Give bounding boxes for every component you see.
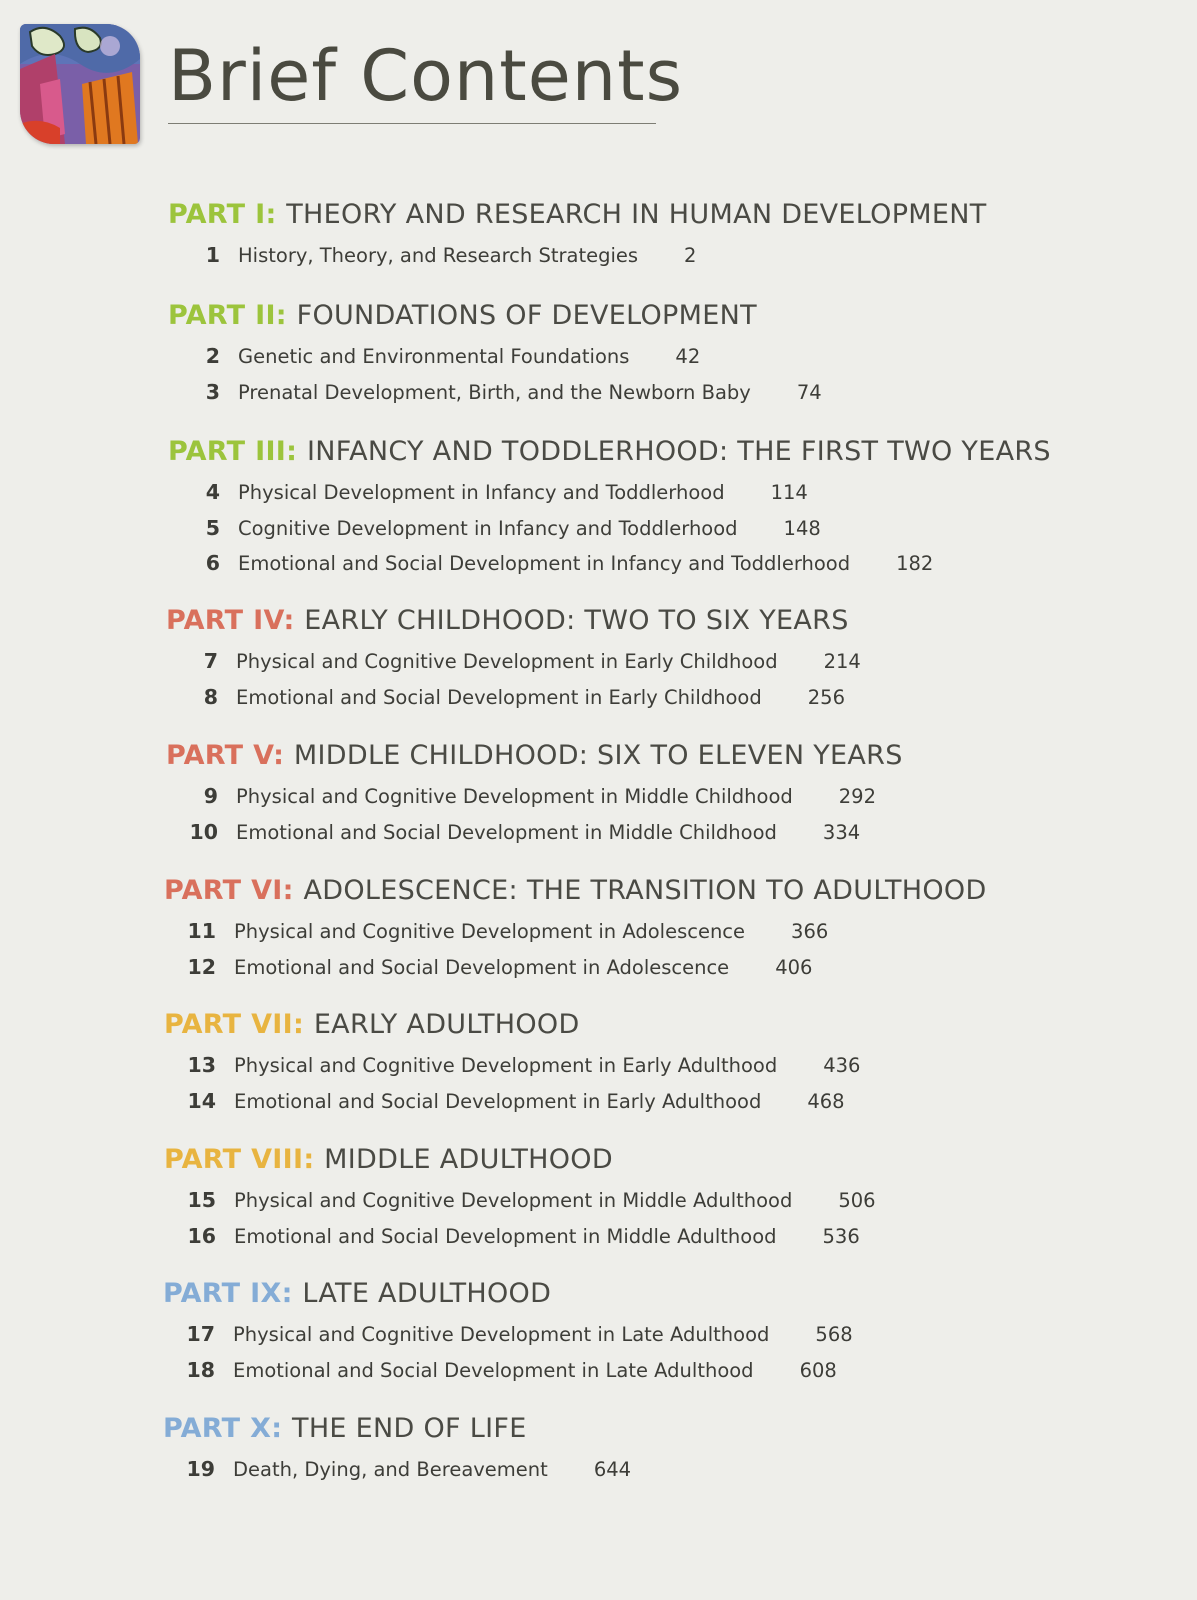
- chapter-page-number: 644: [593, 1458, 632, 1481]
- part-section: [166, 739, 903, 850]
- part-section: [163, 1412, 631, 1488]
- part-label-colon: :: [282, 875, 304, 906]
- chapter-list: [163, 1452, 631, 1488]
- chapter-entry[interactable]: [166, 680, 861, 716]
- part-title: EARLY CHILDHOOD: TWO TO SIX YEARS: [304, 605, 849, 636]
- chapter-page-number: 2: [684, 244, 697, 267]
- part-label: PART III: [168, 436, 287, 467]
- chapter-page-number: 256: [807, 685, 845, 709]
- chapter-list: [164, 1048, 860, 1119]
- chapter-number: 8: [203, 684, 218, 709]
- part-label-colon: :: [275, 300, 297, 331]
- chapter-number: 4: [205, 480, 220, 504]
- part-heading: [164, 1008, 860, 1042]
- chapter-number: 19: [186, 1457, 215, 1481]
- part-title: INFANCY AND TODDLERHOOD: THE FIRST TWO YEARS: [306, 436, 1051, 467]
- chapter-list: [163, 1317, 853, 1388]
- chapter-number: 15: [187, 1188, 216, 1212]
- part-label-colon: :: [271, 1413, 293, 1444]
- part-label: PART V: [166, 740, 274, 771]
- chapter-list: [168, 475, 1051, 582]
- chapter-number: 13: [187, 1053, 216, 1077]
- book-cover-logo: [20, 24, 140, 144]
- chapter-entry[interactable]: [164, 914, 987, 950]
- part-heading: [163, 1277, 853, 1311]
- chapter-page-number: 74: [796, 380, 822, 404]
- chapter-page-number: 406: [775, 955, 813, 979]
- chapter-page-number: 334: [822, 820, 861, 844]
- chapter-entry[interactable]: [166, 779, 903, 815]
- chapter-entry[interactable]: [168, 546, 1051, 582]
- chapter-list: [168, 339, 822, 410]
- part-label-colon: :: [273, 740, 294, 771]
- part-title: MIDDLE CHILDHOOD: SIX TO ELEVEN YEARS: [293, 740, 903, 771]
- part-title: EARLY ADULTHOOD: [313, 1009, 580, 1040]
- chapter-entry[interactable]: [164, 1084, 860, 1120]
- chapter-page-number: 608: [799, 1358, 837, 1382]
- chapter-title: Emotional and Social Development in Middle Adulthood: [234, 1224, 777, 1248]
- chapter-number: 16: [187, 1223, 216, 1248]
- chapter-list: [164, 914, 987, 985]
- part-section: [168, 198, 987, 274]
- chapter-title: Physical and Cognitive Development in Middle Adulthood: [234, 1189, 793, 1212]
- part-title: LATE ADULTHOOD: [302, 1278, 552, 1309]
- chapter-number: 3: [205, 379, 220, 404]
- chapter-title: Genetic and Environmental Foundations: [238, 345, 630, 368]
- part-label: PART IX: [163, 1278, 282, 1309]
- chapter-number: 11: [187, 919, 216, 943]
- part-heading: [166, 604, 861, 638]
- chapter-number: 12: [187, 954, 216, 979]
- part-label: PART I: [168, 199, 266, 230]
- chapter-title: Death, Dying, and Bereavement: [233, 1458, 548, 1481]
- title-underline: [168, 123, 656, 124]
- chapter-title: History, Theory, and Research Strategies: [238, 244, 639, 267]
- part-heading: [168, 299, 822, 333]
- part-section: [164, 1143, 876, 1254]
- chapter-list: [166, 644, 861, 715]
- chapter-list: [166, 779, 903, 850]
- part-heading: [164, 874, 987, 908]
- chapter-title: Emotional and Social Development in Infancy and Toddlerhood: [238, 552, 851, 575]
- chapter-page-number: 366: [791, 920, 829, 943]
- part-title: THEORY AND RESEARCH IN HUMAN DEVELOPMENT: [286, 199, 987, 230]
- part-heading: [164, 1143, 876, 1177]
- chapter-page-number: 506: [838, 1189, 876, 1212]
- part-heading: [168, 435, 1051, 469]
- chapter-entry[interactable]: [166, 815, 903, 851]
- part-label: PART IV: [166, 605, 284, 636]
- chapter-page-number: 148: [783, 516, 821, 540]
- chapter-entry[interactable]: [163, 1452, 631, 1488]
- chapter-title: Physical and Cognitive Development in Adolescence: [234, 920, 746, 943]
- part-heading: [168, 198, 987, 232]
- chapter-page-number: 214: [823, 650, 861, 673]
- part-label-colon: :: [281, 1278, 303, 1309]
- chapter-page-number: 114: [770, 481, 808, 504]
- part-label: PART VII: [164, 1009, 293, 1040]
- part-title: THE END OF LIFE: [292, 1413, 527, 1444]
- chapter-title: Physical and Cognitive Development in Middle Childhood: [236, 785, 793, 808]
- chapter-title: Cognitive Development in Infancy and Toddlerhood: [238, 516, 738, 540]
- part-label-colon: :: [303, 1144, 325, 1175]
- part-section: [163, 1277, 853, 1388]
- chapter-title: Emotional and Social Development in Adolescence: [234, 955, 730, 979]
- chapter-entry[interactable]: [166, 644, 861, 680]
- chapter-title: Physical and Cognitive Development in Early Adulthood: [234, 1054, 778, 1077]
- part-section: [168, 299, 822, 410]
- chapter-entry[interactable]: [164, 950, 987, 986]
- part-section: [164, 874, 987, 985]
- chapter-number: 5: [205, 515, 220, 540]
- chapter-number: 9: [203, 784, 218, 808]
- chapter-list: [164, 1183, 876, 1254]
- chapter-page-number: 468: [807, 1089, 845, 1113]
- chapter-title: Emotional and Social Development in Early Childhood: [236, 685, 762, 709]
- chapter-title: Emotional and Social Development in Early Adulthood: [234, 1089, 762, 1113]
- chapter-entry[interactable]: [168, 511, 1051, 547]
- part-label: PART VI: [164, 875, 283, 906]
- chapter-page-number: 42: [675, 345, 701, 368]
- chapter-entry[interactable]: [164, 1048, 860, 1084]
- part-heading: [163, 1412, 631, 1446]
- chapter-page-number: 292: [838, 785, 876, 808]
- chapter-entry[interactable]: [168, 375, 822, 411]
- chapter-number: 2: [205, 344, 220, 368]
- part-section: [164, 1008, 860, 1119]
- chapter-title: Emotional and Social Development in Late Adulthood: [233, 1358, 754, 1382]
- part-title: FOUNDATIONS OF DEVELOPMENT: [296, 300, 757, 331]
- part-label: PART VIII: [164, 1144, 304, 1175]
- chapter-title: Physical and Cognitive Development in Early Childhood: [236, 650, 778, 673]
- chapter-entry[interactable]: [163, 1317, 853, 1353]
- part-label-colon: :: [283, 605, 305, 636]
- chapter-title: Prenatal Development, Birth, and the Newborn Baby: [238, 380, 751, 404]
- chapter-number: 10: [189, 819, 218, 844]
- chapter-title: Emotional and Social Development in Middle Childhood: [236, 820, 777, 844]
- part-title: ADOLESCENCE: THE TRANSITION TO ADULTHOOD: [303, 875, 987, 906]
- page-title: Brief Contents: [168, 35, 684, 117]
- chapter-number: 1: [205, 243, 220, 267]
- chapter-page-number: 536: [822, 1224, 860, 1248]
- part-label-colon: :: [286, 436, 307, 467]
- part-heading: [166, 739, 903, 773]
- chapter-entry[interactable]: [168, 238, 987, 274]
- abstract-art-icon: [20, 24, 140, 144]
- chapter-number: 7: [203, 649, 218, 673]
- chapter-entry[interactable]: [163, 1353, 853, 1389]
- chapter-page-number: 436: [823, 1054, 861, 1077]
- chapter-number: 17: [186, 1322, 215, 1346]
- chapter-title: Physical and Cognitive Development in Late Adulthood: [233, 1323, 770, 1346]
- chapter-page-number: 568: [815, 1323, 853, 1346]
- part-section: [166, 604, 861, 715]
- part-label-colon: :: [265, 199, 287, 230]
- chapter-entry[interactable]: [164, 1219, 876, 1255]
- part-label: PART II: [168, 300, 276, 331]
- chapter-number: 6: [205, 551, 220, 575]
- chapter-list: [168, 238, 987, 274]
- part-label-colon: :: [293, 1009, 314, 1040]
- chapter-entry[interactable]: [168, 339, 822, 375]
- chapter-entry[interactable]: [164, 1183, 876, 1219]
- part-label: PART X: [163, 1413, 272, 1444]
- part-title: MIDDLE ADULTHOOD: [324, 1144, 613, 1175]
- chapter-page-number: 182: [896, 552, 934, 575]
- chapter-number: 14: [187, 1088, 216, 1113]
- chapter-number: 18: [186, 1357, 215, 1382]
- part-section: [168, 435, 1051, 582]
- chapter-title: Physical Development in Infancy and Toddlerhood: [238, 481, 725, 504]
- chapter-entry[interactable]: [168, 475, 1051, 511]
